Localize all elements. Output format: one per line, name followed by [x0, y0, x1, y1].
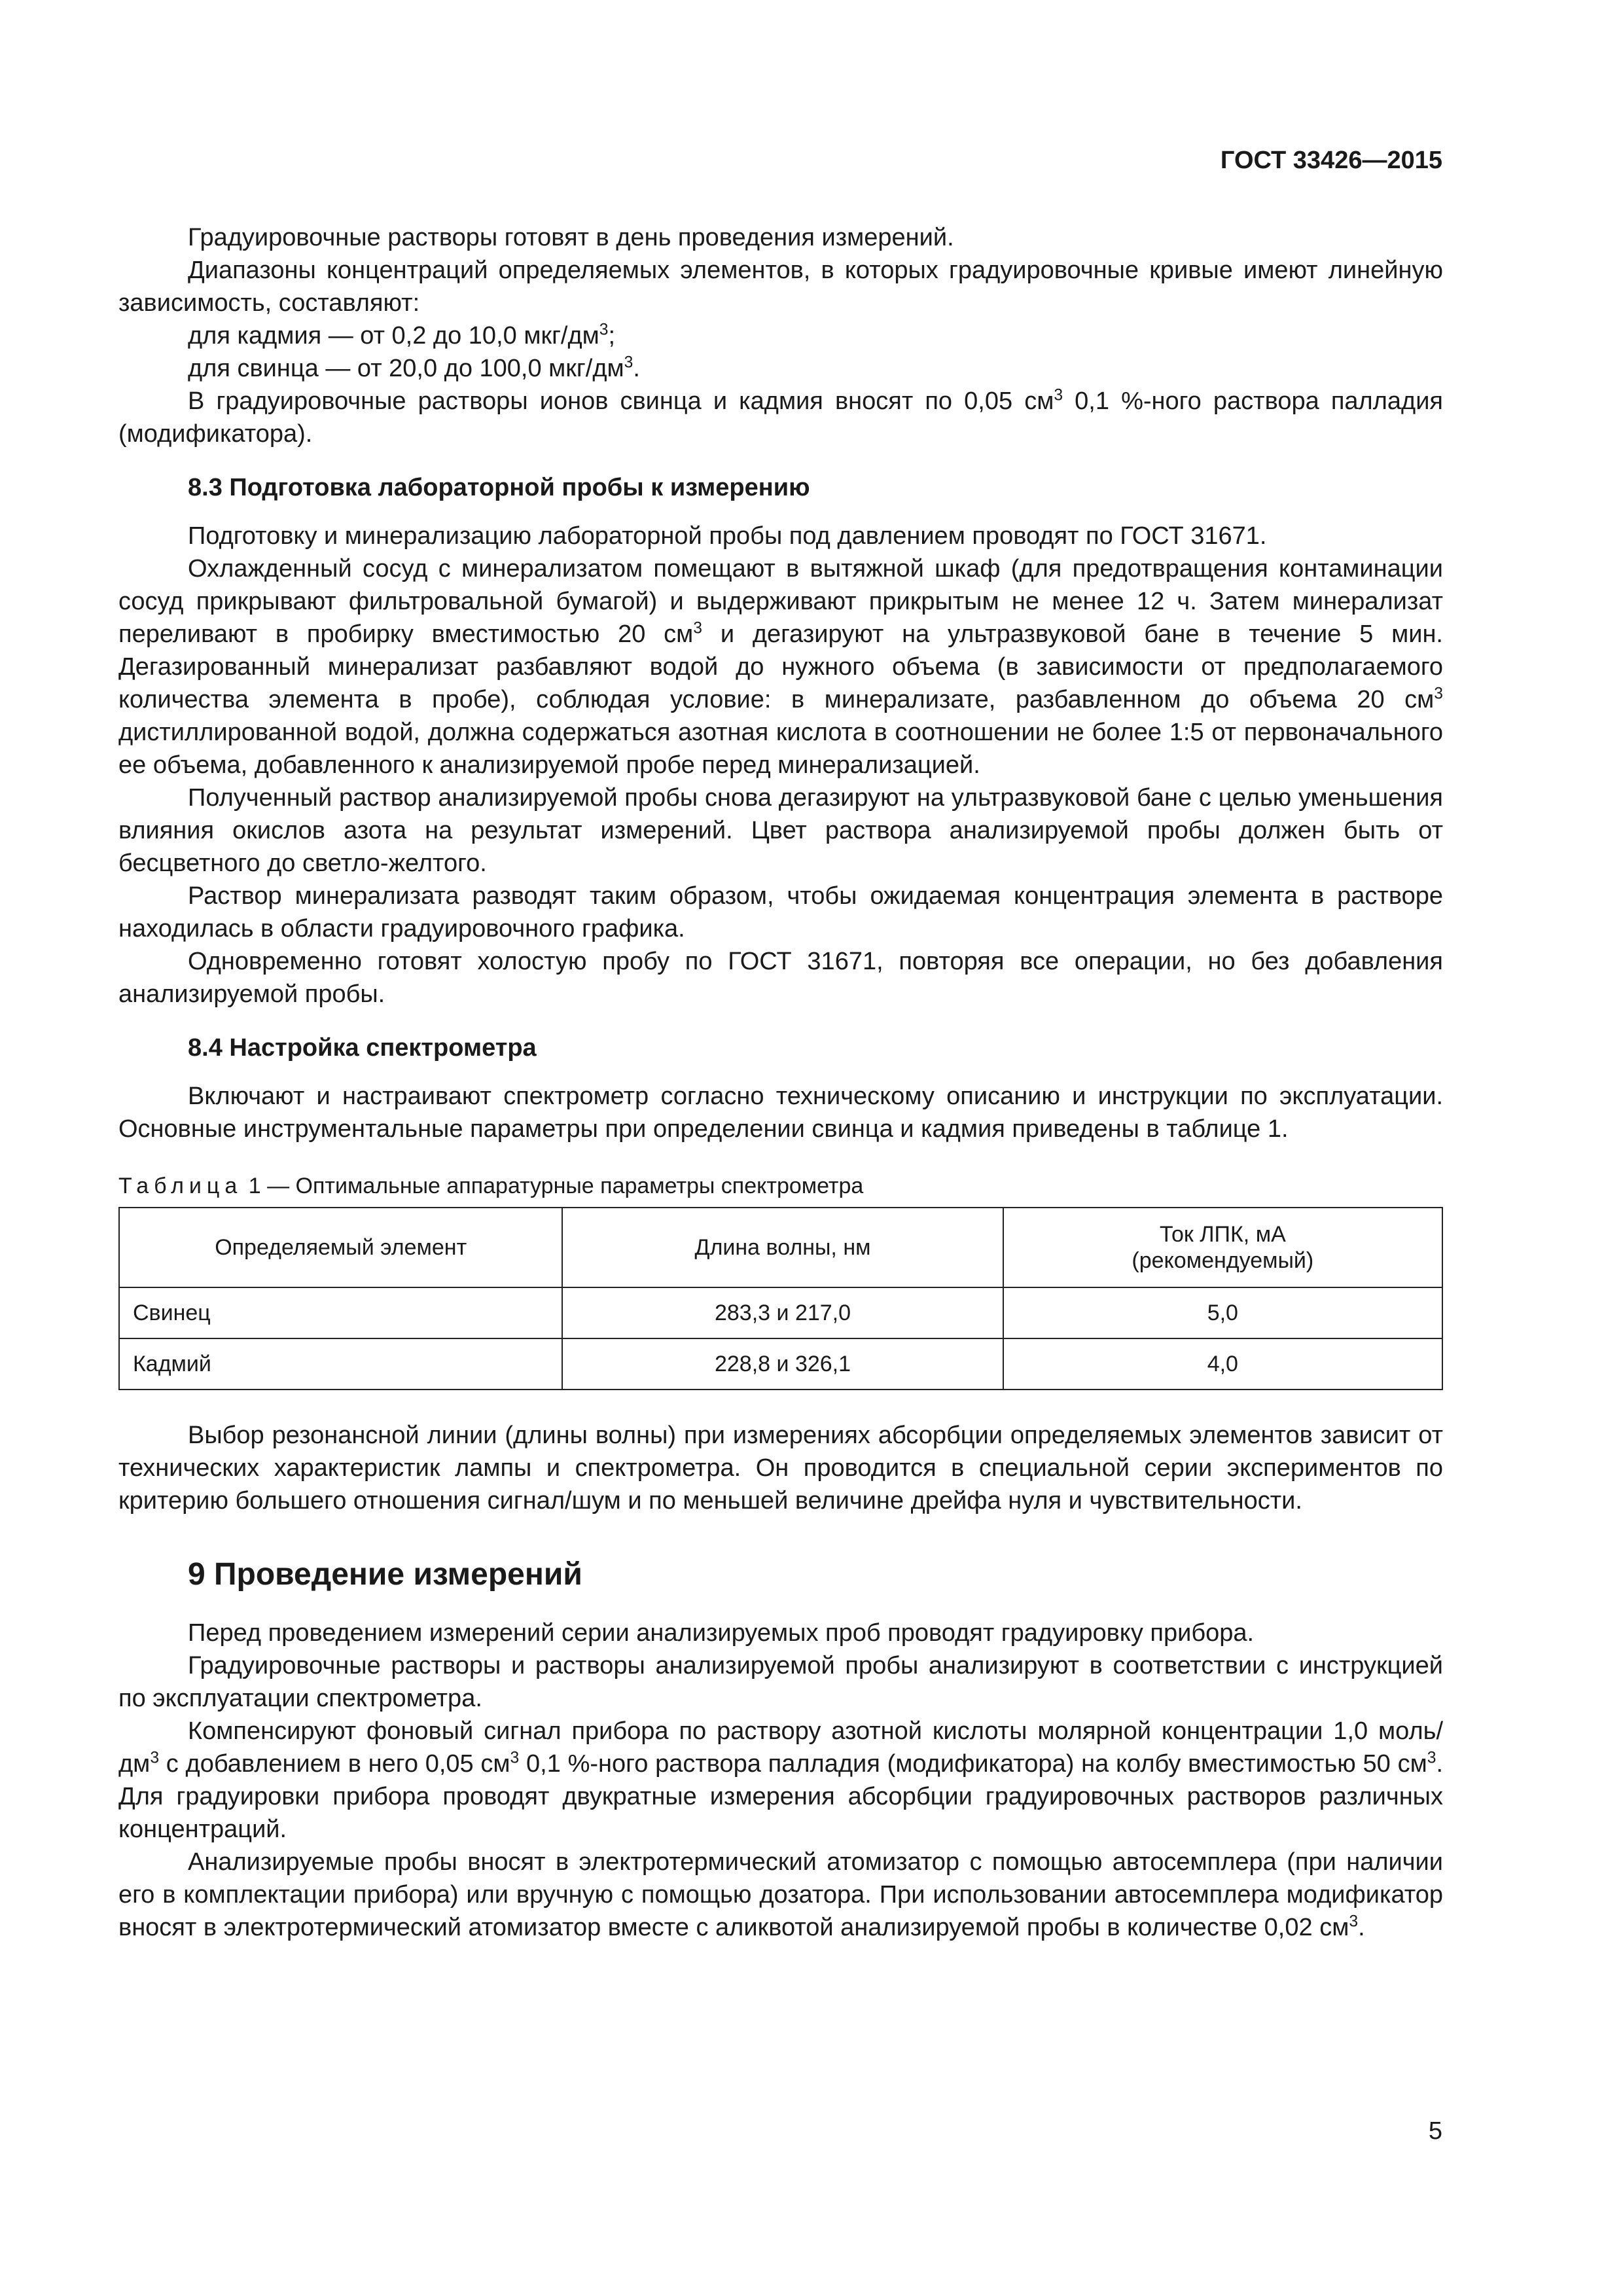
header-element: Определяемый элемент: [119, 1208, 562, 1287]
text-section-9: [118, 1419, 1443, 1944]
cell-element: Кадмий: [119, 1338, 562, 1390]
cell-element: Свинец: [119, 1287, 562, 1338]
table-header-row: [119, 1208, 1442, 1287]
paragraph: для кадмия — от 0,2 до 10,0 мкг/$дм^3$;: [188, 321, 616, 350]
table-row: [119, 1338, 1442, 1390]
section-heading: 8.3 Подготовка лабораторной пробы к измерению: [188, 474, 810, 501]
paragraph: Перед проведением измерений серии анализируемых проб проводят градуировку прибора.: [188, 1619, 1255, 1647]
paragraph: Компенсируют фоновый сигнал прибора по раствору азотной кислоты молярной концентрации 1,0 моль/$дм^3$ с добавлением в него 0,05 $см^3$ 0,1 %-ного раствора палладия (модификатора) на колбу вместимостью 50 $см^3$. Для градуировки прибора проводят двукратные измерения абсорбции градуировочных растворов различных концентраций.: [118, 1717, 1443, 1843]
paragraph: В градуировочные растворы ионов свинца и кадмия вносят по 0,05 $см^3$ 0,1 %-ного раствора палладия (модификатора).: [118, 386, 1443, 448]
section-heading: 8.4 Настройка спектрометра: [188, 1034, 537, 1062]
paragraph: Градуировочные растворы и растворы анализируемой пробы анализируют в соответствии с инструкцией по эксплуатации спектрометра.: [118, 1652, 1443, 1712]
header-lamp-current-text: Ток ЛПК, мА (рекомендуемый): [1132, 1222, 1314, 1273]
paragraph: Полученный раствор анализируемой пробы снова дегазируют на ультразвуковой бане с целью уменьшения влияния окислов азота на результат измерений. Цвет раствора анализируемой пробы должен быть от бесцветного до светло-желтого.: [118, 784, 1443, 877]
table-caption: [118, 1172, 1443, 1200]
header-lamp-current: [1003, 1208, 1442, 1287]
paragraph: Анализируемые пробы вносят в электротермический атомизатор с помощью автосемплера (при наличии его в комплектации прибора) или вручную с помощью дозатора. При использовании автосемплера модификатор вносят в электротермический атомизатор вместе с аликвотой анализируемой пробы в количестве 0,02 $см^3$.: [118, 1848, 1443, 1941]
table-row: [119, 1287, 1442, 1338]
paragraph: Подготовку и минерализацию лабораторной пробы под давлением проводят по ГОСТ 31671.: [188, 522, 1267, 550]
cell-current: 4,0: [1003, 1338, 1442, 1390]
text-section-8: [118, 221, 1443, 1145]
paragraph: Градуировочные растворы готовят в день проведения измерений.: [188, 224, 954, 251]
paragraph: для свинца — от 20,0 до 100,0 мкг/$дм^3$.: [188, 353, 640, 382]
spectrometer-parameters-table: [118, 1207, 1443, 1390]
cell-current: 5,0: [1003, 1287, 1442, 1338]
standard-header: ГОСТ 33426—2015: [1220, 147, 1442, 174]
header-wavelength: Длина волны, нм: [562, 1208, 1003, 1287]
paragraph: Включают и настраивают спектрометр согласно техническому описанию и инструкции по эксплуатации. Основные инструментальные параметры при определении свинца и кадмия приведены в таблице 1.: [118, 1083, 1443, 1143]
cell-wavelength: 228,8 и 326,1: [562, 1338, 1003, 1390]
page-number: 5: [1428, 2117, 1442, 2145]
paragraph: Раствор минерализата разводят таким образом, чтобы ожидаемая концентрация элемента в растворе находилась в области градуировочного графика.: [118, 882, 1443, 942]
cell-wavelength: 283,3 и 217,0: [562, 1287, 1003, 1338]
paragraph: Одновременно готовят холостую пробу по ГОСТ 31671, повторяя все операции, но без добавления анализируемой пробы.: [118, 948, 1443, 1008]
paragraph: Диапазоны концентраций определяемых элементов, в которых градуировочные кривые имеют линейную зависимость, составляют:: [118, 257, 1443, 317]
table-caption-label: Таблица: [118, 1174, 243, 1198]
page-content: [118, 221, 1443, 1944]
paragraph: Охлажденный сосуд с минерализатом помещают в вытяжной шкаф (для предотвращения контаминации сосуд прикрывают фильтровальной бумагой) и выдерживают прикрытым не менее 12 ч. Затем минерализат переливают в пробирку вместимостью 20 $см^3$ и дегазируют на ультразвуковой бане в течение 5 мин. Дегазированный минерализат разбавляют водой до нужного объема (в зависимости от предполагаемого количества элемента в пробе), соблюдая условие: в минерализате, разбавленном до объема 20 $см^3$ дистиллированной водой, должна содержаться азотная кислота в соотношении не более 1:5 от первоначального ее объема, добавленного к анализируемой пробе перед минерализацией.: [118, 555, 1443, 779]
section-heading: 9 Проведение измерений: [188, 1557, 582, 1592]
table-caption-title: 1 — Оптимальные аппаратурные параметры спектрометра: [242, 1174, 864, 1198]
paragraph: Выбор резонансной линии (длины волны) при измерениях абсорбции определяемых элементов зависит от технических характеристик лампы и спектрометра. Он проводится в специальной серии экспериментов по критерию большего отношения сигнал/шум и по меньшей величине дрейфа нуля и чувствительности.: [118, 1422, 1443, 1515]
